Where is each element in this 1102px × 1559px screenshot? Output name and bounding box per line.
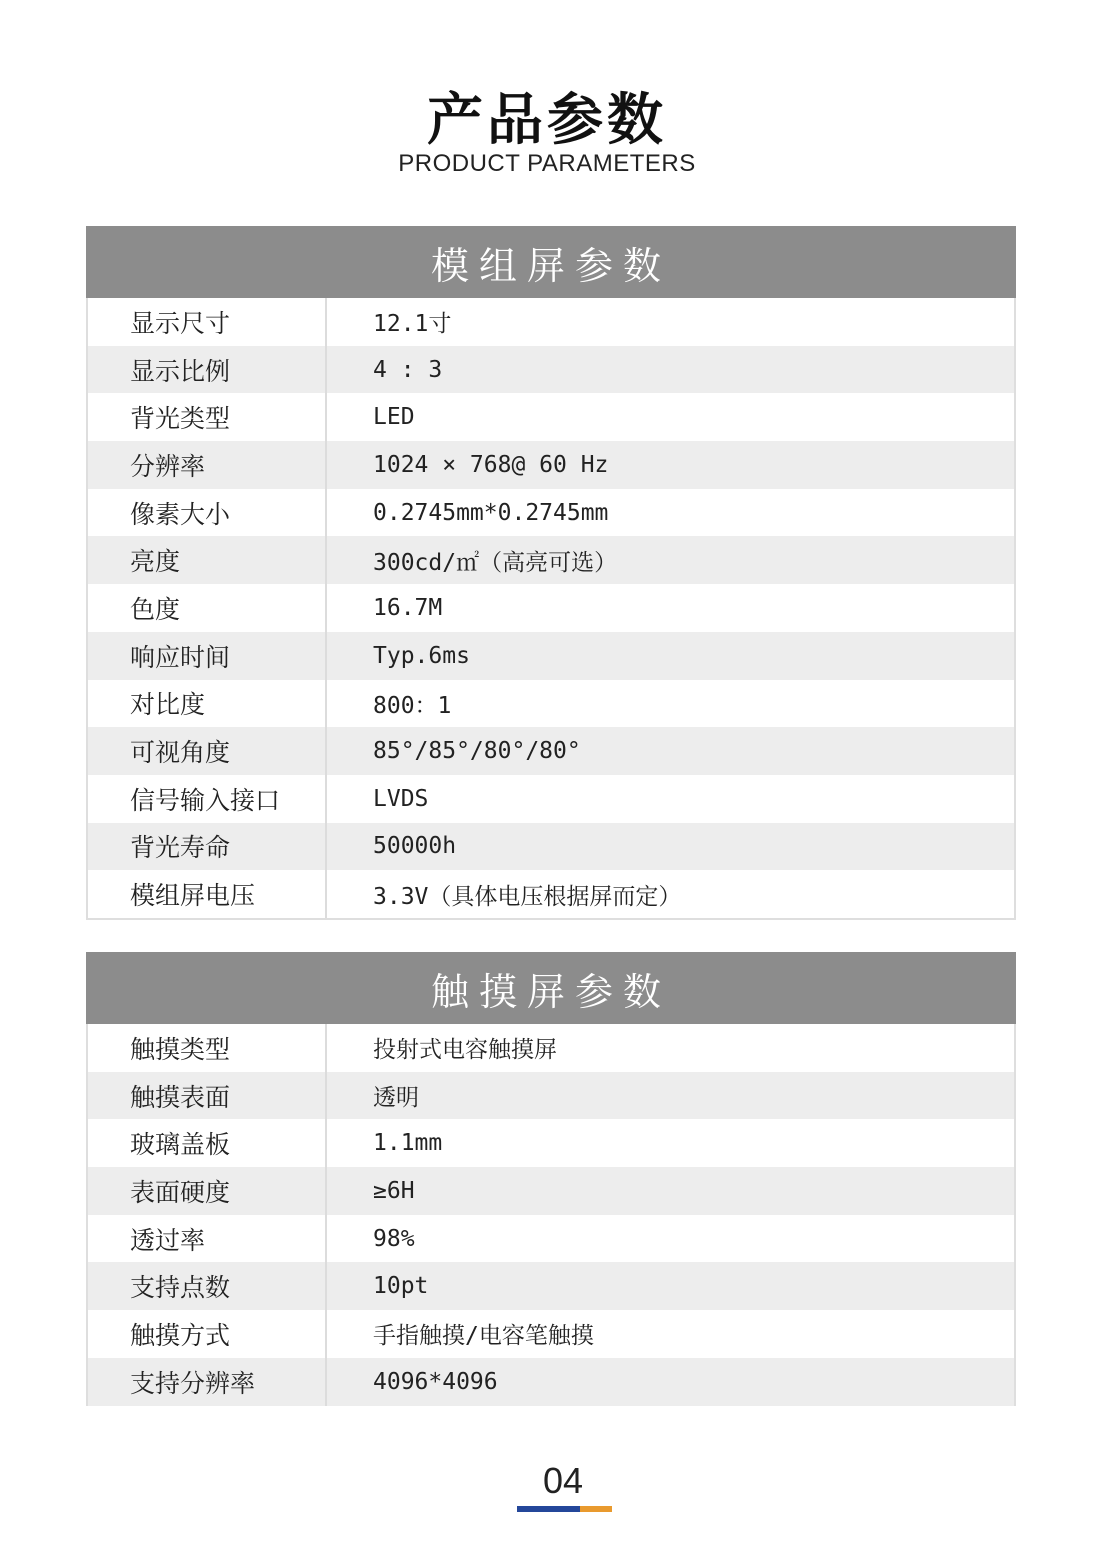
row-label: 显示尺寸	[88, 298, 327, 346]
table-row	[88, 1215, 1014, 1263]
row-label: 背光寿命	[88, 823, 327, 871]
row-label: 显示比例	[88, 346, 327, 394]
row-value: 0.2745mm*0.2745mm	[373, 499, 609, 526]
table-row	[88, 346, 1014, 394]
row-label: 信号输入接口	[88, 775, 327, 823]
page-number-underline-blue	[517, 1506, 580, 1512]
row-value: 3.3V（具体电压根据屏而定）	[373, 883, 682, 910]
row-value: 300cd/㎡（高亮可选）	[373, 549, 618, 576]
page-title: 产品参数	[427, 88, 667, 153]
section-heading: 模组屏参数	[86, 226, 1016, 298]
table-row	[88, 1262, 1014, 1310]
row-label: 触摸方式	[88, 1310, 327, 1358]
row-value: 50000h	[373, 833, 457, 860]
table-row	[88, 584, 1014, 632]
row-value: 16.7M	[373, 594, 443, 621]
row-value: 98%	[373, 1225, 415, 1252]
row-value: 1.1mm	[373, 1130, 443, 1157]
row-label: 背光类型	[88, 393, 327, 441]
row-value: 手指触摸/电容笔触摸	[373, 1323, 594, 1350]
row-label: 分辨率	[88, 441, 327, 489]
row-value: ≥6H	[373, 1177, 415, 1204]
row-value: 透明	[373, 1085, 419, 1112]
row-value: 10pt	[373, 1273, 429, 1300]
row-label: 玻璃盖板	[88, 1119, 327, 1167]
row-value: 12.1寸	[373, 311, 452, 338]
table-row	[88, 632, 1014, 680]
row-label: 色度	[88, 584, 327, 632]
section-heading: 触摸屏参数	[86, 952, 1016, 1024]
table-row	[88, 1167, 1014, 1215]
row-label: 透过率	[88, 1215, 327, 1263]
row-label: 触摸表面	[88, 1072, 327, 1120]
table-row	[88, 1310, 1014, 1358]
table-row	[88, 536, 1014, 584]
row-label: 表面硬度	[88, 1167, 327, 1215]
row-value: LVDS	[373, 785, 429, 812]
page-number-underline-orange	[580, 1506, 612, 1512]
table-row	[88, 1119, 1014, 1167]
row-label: 支持点数	[88, 1262, 327, 1310]
module-params-table	[86, 226, 1016, 920]
row-value: 800：1	[373, 692, 452, 719]
table-row	[88, 489, 1014, 537]
table-row	[88, 680, 1014, 728]
row-label: 模组屏电压	[88, 870, 327, 918]
table-row	[88, 298, 1014, 346]
row-label: 可视角度	[88, 727, 327, 775]
table-row	[88, 393, 1014, 441]
row-label: 响应时间	[88, 632, 327, 680]
row-value: 4 : 3	[373, 356, 443, 383]
touch-params-table	[86, 952, 1016, 1406]
row-label: 像素大小	[88, 489, 327, 537]
page-subtitle: PRODUCT PARAMETERS	[398, 150, 696, 177]
row-label: 触摸类型	[88, 1024, 327, 1072]
row-value: Typ.6ms	[373, 642, 470, 669]
table-row	[88, 775, 1014, 823]
table-row	[88, 441, 1014, 489]
row-value: LED	[373, 404, 415, 431]
table-row	[88, 823, 1014, 871]
table-row	[88, 870, 1014, 918]
row-value: 1024 × 768@ 60 Hz	[373, 451, 609, 478]
page-number: 04	[542, 1460, 584, 1501]
table-row	[88, 1358, 1014, 1406]
row-label: 对比度	[88, 680, 327, 728]
row-value: 4096*4096	[373, 1368, 498, 1395]
table-row	[88, 1024, 1014, 1072]
row-value: 85°/85°/80°/80°	[373, 738, 581, 765]
table-row	[88, 1072, 1014, 1120]
row-label: 支持分辨率	[88, 1358, 327, 1406]
row-value: 投射式电容触摸屏	[373, 1037, 557, 1064]
table-row	[88, 727, 1014, 775]
row-label: 亮度	[88, 536, 327, 584]
